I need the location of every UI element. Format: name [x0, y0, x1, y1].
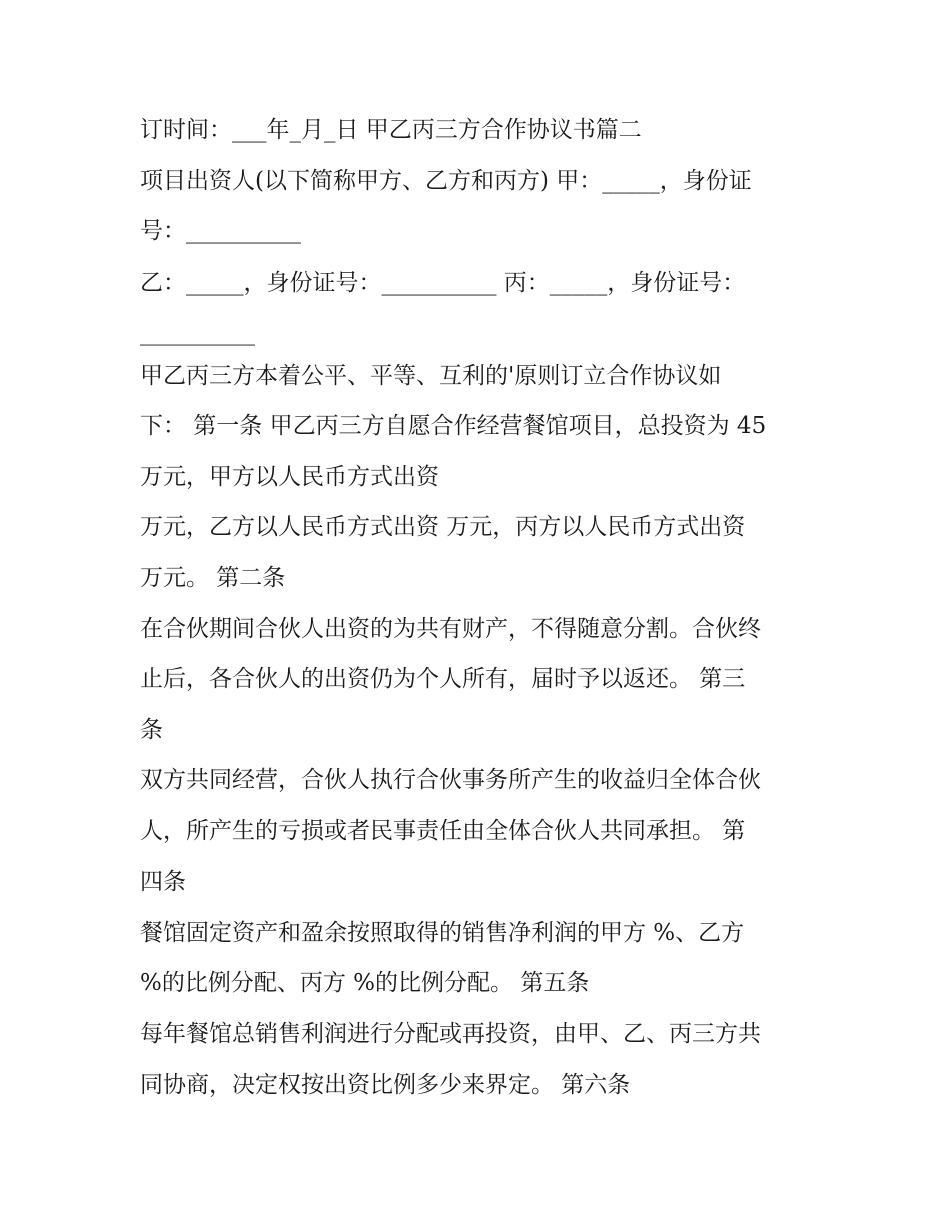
text-line: 四条 [140, 869, 186, 895]
text-line: __________ [140, 320, 255, 346]
text-line: 号：__________ [140, 218, 301, 244]
text-line: 在合伙期间合伙人出资的为共有财产，不得随意分割。合伙终 [140, 616, 761, 642]
text-line: 乙：_____，身份证号：__________ 丙：_____，身份证号： [140, 270, 746, 296]
text-line: 条 [140, 717, 163, 743]
text-line: 人，所产生的亏损或者民事责任由全体合伙人共同承担。 第 [140, 818, 746, 844]
text-line: 止后，各合伙人的出资仍为个人所有，届时予以返还。 第三 [140, 666, 746, 692]
text-line: 订时间：___年_月_日 甲乙丙三方合作协议书篇二 [140, 117, 642, 143]
text-line: 万元，乙方以人民币方式出资 万元，丙方以人民币方式出资 [140, 514, 746, 540]
text-line: 项目出资人(以下简称甲方、乙方和丙方) 甲：_____，身份证 [140, 168, 752, 194]
text-line: 双方共同经营，合伙人执行合伙事务所产生的收益归全体合伙 [140, 767, 761, 793]
text-line: 万元。 第二条 [140, 565, 286, 591]
text-line: 同协商，决定权按出资比例多少来界定。 第六条 [140, 1072, 631, 1098]
text-line: %的比例分配、丙方 %的比例分配。 第五条 [140, 970, 590, 996]
text-line: 甲乙丙三方本着公平、平等、互利的'原则订立合作协议如 [140, 363, 722, 389]
text-line: 下： 第一条 甲乙丙三方自愿合作经营餐馆项目，总投资为 45 [140, 413, 767, 439]
text-line: 万元，甲方以人民币方式出资 [140, 464, 439, 490]
text-line: 每年餐馆总销售利润进行分配或再投资，由甲、乙、丙三方共 [140, 1021, 761, 1047]
text-line: 餐馆固定资产和盈余按照取得的销售净利润的甲方 %、乙方 [140, 920, 745, 946]
